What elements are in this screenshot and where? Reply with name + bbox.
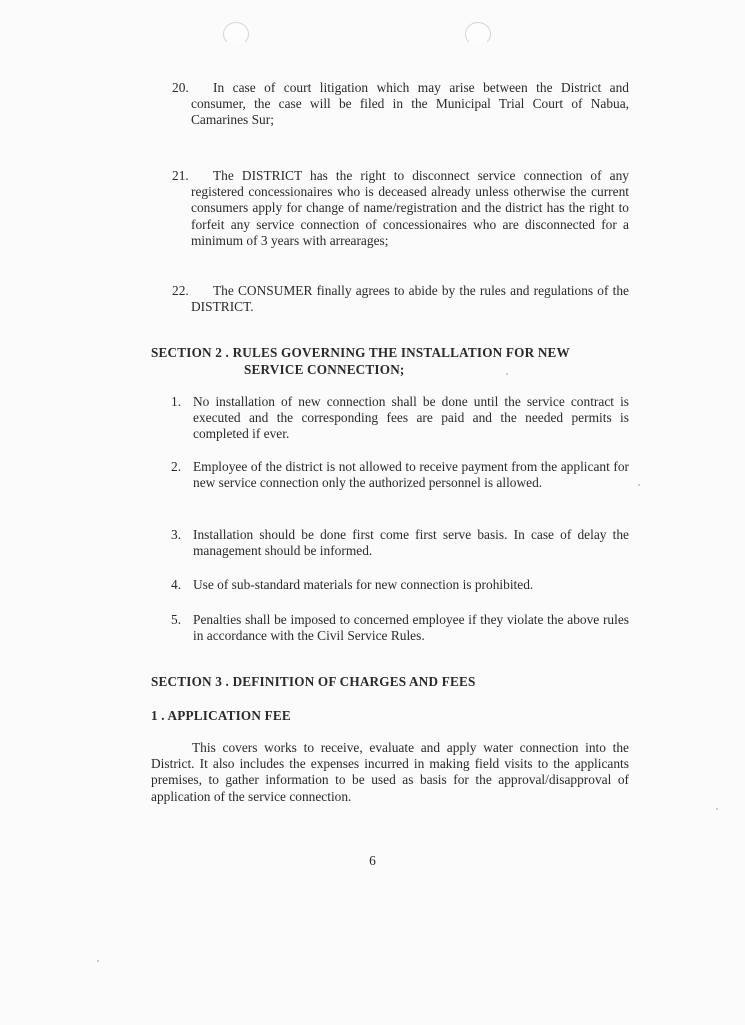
- list-item-text: No installation of new connection shall be done until the service contract is executed and the corresponding fees are paid and the needed permits is completed if ever.: [193, 394, 629, 442]
- application-fee-paragraph: [151, 740, 629, 805]
- paragraph-number: 20.: [172, 80, 189, 95]
- list-item-text: Use of sub-standard materials for new connection is prohibited.: [193, 577, 534, 592]
- paragraph-text: The CONSUMER finally agrees to abide by the rules and regulations of the DISTRICT.: [191, 283, 629, 315]
- scan-speck: [506, 373, 508, 375]
- section-3-heading: [151, 674, 476, 690]
- punch-hole-left: [223, 22, 249, 46]
- section-label: SECTION 2 .: [151, 345, 230, 360]
- list-item-text: Penalties shall be imposed to concerned employee if they violate the above rules in accordance with the Civil Service Rules.: [193, 612, 629, 644]
- paragraph-text: In case of court litigation which may arise between the District and consumer, the case will be filed in the Municipal Trial Court of Nabua, Camarines Sur;: [191, 80, 629, 128]
- section-title-line2: SERVICE CONNECTION;: [244, 361, 405, 377]
- list-item-number: 4.: [171, 577, 182, 592]
- list-item-text: Installation should be done first come first serve basis. In case of delay the management should be informed.: [193, 527, 629, 559]
- paragraph-number: 22.: [172, 283, 189, 298]
- page-number: 6: [369, 853, 376, 868]
- list-item-number: 5.: [171, 612, 182, 627]
- list-item-number: 2.: [171, 459, 182, 474]
- paragraph-text: The DISTRICT has the right to disconnect service connection of any registered concessionaires who is deceased already unless otherwise the current consumers apply for change of name/registration and the district has the right to forfeit any service connection of concessionaires who are disconnected for a minimum of 3 years with arrearages;: [191, 168, 629, 248]
- application-fee-heading: 1 . APPLICATION FEE: [151, 708, 291, 723]
- paragraph-text: This covers works to receive, evaluate and apply water connection into the District. It also includes the expenses incurred in making field visits to the applicants premises, to gather information to be used as basis for the approval/disapproval of application of the service connection.: [151, 740, 629, 804]
- list-item: [171, 394, 629, 443]
- list-item-text: Employee of the district is not allowed to receive payment from the applicant for new service connection only the authorized personnel is allowed.: [193, 459, 629, 491]
- scan-speck: [716, 808, 718, 810]
- paragraph-20: [172, 80, 629, 129]
- list-item: [171, 459, 629, 491]
- list-item-number: 1.: [171, 394, 182, 409]
- paragraph-21: [172, 168, 629, 249]
- scan-speck: [97, 960, 99, 962]
- section-title-line1: RULES GOVERNING THE INSTALLATION FOR NEW: [232, 345, 570, 360]
- punch-hole-right: [465, 22, 491, 46]
- scan-speck: [638, 484, 640, 486]
- list-item: [171, 612, 629, 644]
- section-label: SECTION 3 .: [151, 674, 230, 689]
- paragraph-22: [172, 283, 629, 315]
- paragraph-number: 21.: [172, 168, 189, 183]
- section-title: DEFINITION OF CHARGES AND FEES: [232, 674, 476, 689]
- list-item: [171, 527, 629, 559]
- list-item-number: 3.: [171, 527, 182, 542]
- list-item: [171, 577, 629, 593]
